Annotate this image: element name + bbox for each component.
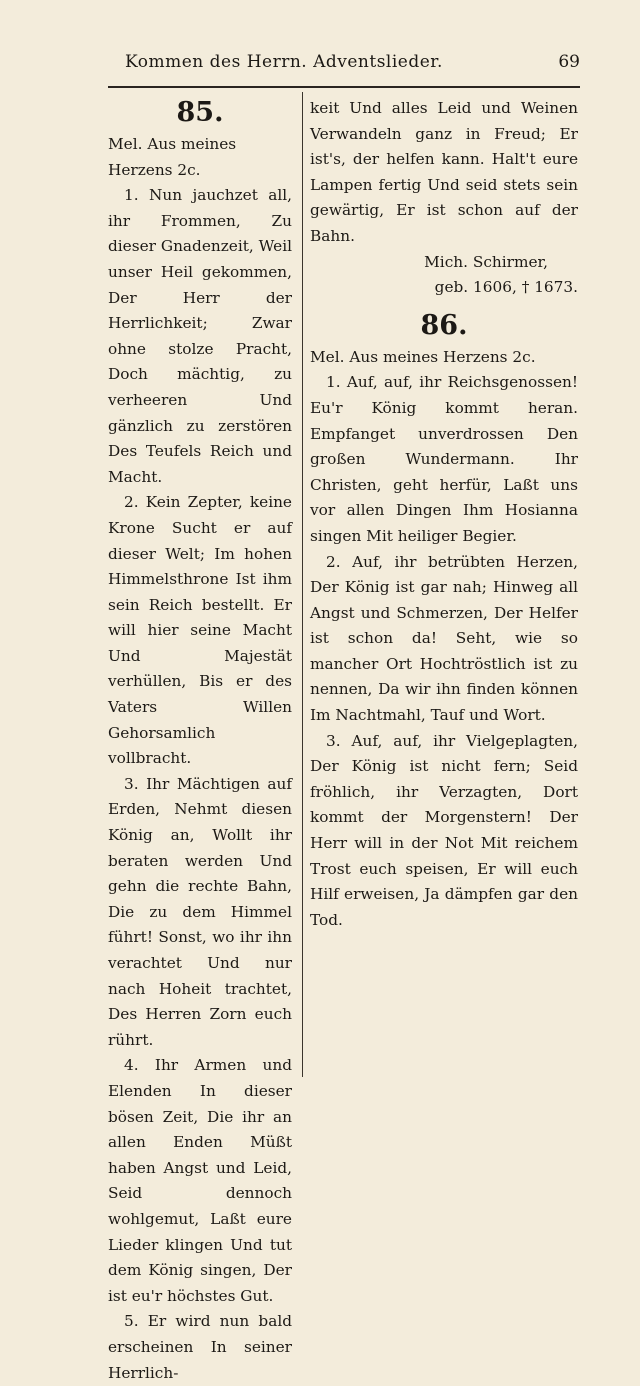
hymn-number-85: 85. bbox=[176, 97, 224, 128]
column-divider bbox=[302, 92, 303, 1077]
hymn-86-melody: Mel. Aus meines Herzens 2c. bbox=[310, 347, 536, 366]
hymn-85-verse-5-continued: keit Und alles Leid und Weinen Verwandeln ganz in Freud; Er ist's, der helfen kann. Halt't eure Lampen fertig Und seid stets sein gewärtig, Er ist schon auf der Bahn. bbox=[310, 99, 578, 245]
hymn-85-verse-4: 4. Ihr Armen und Elenden In dieser bösen Zeit, Die ihr an allen Enden Müßt haben Angst und Leid, Seid dennoch wohlgemut, Laßt eure Lieder klingen Und tut dem König singen, Der ist eu'r höchstes Gut. bbox=[108, 1056, 292, 1305]
author-name: Mich. Schirmer, bbox=[424, 252, 548, 271]
hymn-86-verse-1: 1. Auf, auf, ihr Reichsgenossen! Eu'r König kommt heran. Empfanget unverdrossen Den großen Wundermann. Ihr Christen, geht herfür, Laßt uns vor allen Dingen Ihm Hosianna singen Mit heiliger Begier. bbox=[310, 373, 578, 545]
author-dates: geb. 1606, † 1673. bbox=[434, 278, 578, 297]
hymn-85-verse-5-start: 5. Er wird nun bald erscheinen In seiner Herrlich- bbox=[108, 1312, 292, 1382]
hymn-85-verse-3: 3. Ihr Mächtigen auf Erden, Nehmt diesen König an, Wollt ihr beraten werden Und gehn die rechte Bahn, Die zu dem Himmel führt! Sonst, wo ihr ihn verachtet Und nur nach Hoheit trachtet, Des Herren Zorn euch rührt. bbox=[108, 774, 292, 1049]
hymn-number-86: 86. bbox=[420, 309, 468, 341]
hymn-85-melody: Mel. Aus meines Herzens 2c. bbox=[108, 135, 237, 179]
page-header bbox=[105, 52, 580, 82]
right-column bbox=[310, 96, 578, 933]
left-column bbox=[108, 96, 292, 1386]
hymn-86-verse-3: 3. Auf, auf, ihr Vielgeplagten, Der König ist nicht fern; Seid fröhlich, ihr Verzagten, Dort kommt der Morgenstern! Der Herr will in der Not Mit reichem Trost euch speisen, Er will euch Hilf erweisen, Ja dämpfen gar den Tod. bbox=[310, 731, 578, 929]
hymn-85-verse-1: 1. Nun jauchzet all, ihr Frommen, Zu dieser Gnadenzeit, Weil unser Heil gekommen, Der Herr der Herrlichkeit; Zwar ohne stolze Pracht, Doch mächtig, zu verheeren Und gänzlich zu zerstören Des Teufels Reich und Macht. bbox=[108, 186, 292, 486]
running-title: Kommen des Herrn. Adventslieder. bbox=[125, 52, 443, 72]
hymn-85-verse-2: 2. Kein Zepter, keine Krone Sucht er auf dieser Welt; Im hohen Himmelsthrone Ist ihm sein Reich bestellt. Er will hier seine Macht Und Majestät verhüllen, Bis er des Vaters Willen Gehorsamlich vollbracht. bbox=[108, 493, 292, 768]
hymn-86-verse-2: 2. Auf, ihr betrübten Herzen, Der König ist gar nah; Hinweg all Angst und Schmerzen, Der Helfer ist schon da! Seht, wie so mancher Ort Hochtröstlich ist zu nennen, Da wir ihn finden können Im Nachtmahl, Tauf und Wort. bbox=[310, 552, 578, 725]
header-rule bbox=[108, 86, 580, 88]
page-number: 69 bbox=[558, 52, 580, 72]
